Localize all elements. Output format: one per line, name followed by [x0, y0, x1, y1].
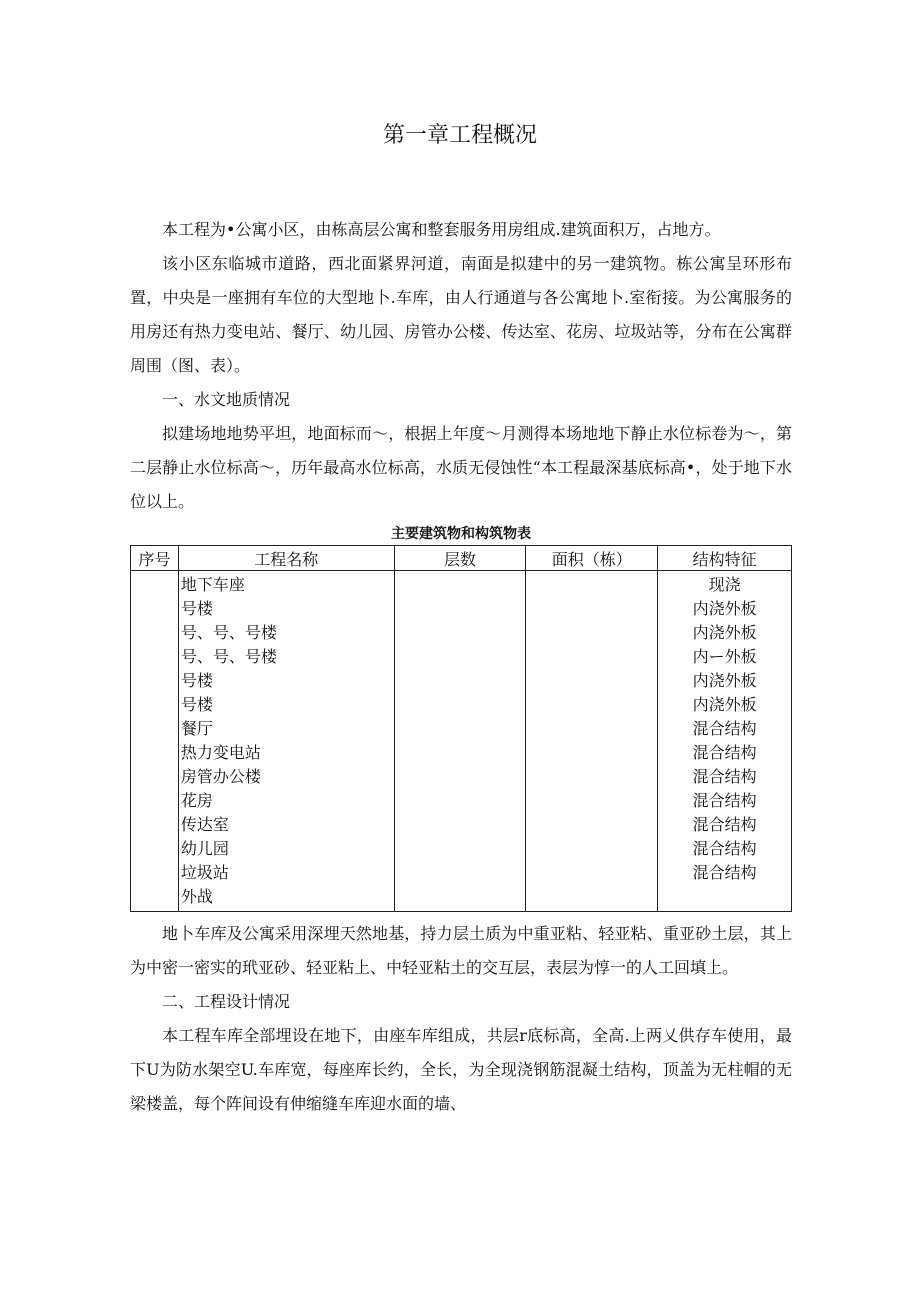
page-title: 第一章工程概况	[382, 123, 537, 148]
structure-line: 混合结构	[692, 743, 757, 762]
structure-line: 内浇外板	[692, 695, 757, 714]
project-name-line: 花房	[180, 791, 213, 810]
structure-line: 混合结构	[692, 839, 757, 858]
structure-line: 混合结构	[692, 767, 757, 786]
header-project-name: 工程名称	[178, 546, 394, 571]
table-header-row	[131, 546, 792, 571]
structure-line	[660, 885, 789, 909]
header-structure: 结构特征	[658, 546, 792, 571]
structure-line: 混合结构	[692, 863, 757, 882]
project-name-line: 外战	[180, 887, 213, 906]
project-name-line: 幼儿园	[180, 839, 229, 858]
project-name-line: 号楼	[180, 695, 213, 714]
project-name-line: 号楼	[180, 671, 213, 690]
project-name-line: 传达室	[180, 815, 229, 834]
design-paragraph: 本工程车库全部埋设在地下，由座车库组成，共层r底标高，全高.上两乂供存车使用，最下U为防水架空U.车库宽，每座库长约，全长，为全现浇钢筋混凝土结构，顶盖为无柱帽的无梁楼盖，每个阵间设有伸缩缝车库迎水面的墙、	[130, 1026, 792, 1113]
area-cell	[526, 571, 658, 912]
header-index: 序号	[131, 546, 179, 571]
index-cell	[131, 571, 179, 912]
project-name-line: 地下车座	[180, 575, 245, 594]
project-name-line: 号楼	[180, 599, 213, 618]
structure-cell	[658, 571, 792, 912]
table-caption: 主要建筑物和构筑物表	[391, 526, 531, 542]
intro-paragraph: 本工程为•公寓小区，由栋高层公寓和整套服务用房组成.建筑面积万，占地方。	[162, 220, 721, 239]
structure-line: 混合结构	[692, 815, 757, 834]
project-name-line: 垃圾站	[180, 863, 229, 882]
project-name-line: 号、号、号楼	[180, 623, 277, 642]
project-name-cell	[178, 571, 394, 912]
header-floors: 层数	[394, 546, 526, 571]
foundation-paragraph: 地卜车库及公寓采用深埋天然地基，持力层土质为中重亚粘、轻亚粘、重亚砂土层，其上为中密一密实的玳亚砂、轻亚粘上、中轻亚粘土的交互层，表层为惇一的人工回填上。	[130, 924, 792, 977]
floors-cell	[394, 571, 526, 912]
header-area: 面积（栋）	[526, 546, 658, 571]
project-name-line: 热力变电站	[180, 743, 261, 762]
project-name-line: 房管办公楼	[180, 767, 261, 786]
project-name-line: 餐厅	[180, 719, 213, 738]
section-heading-design: 二、工程设计情况	[162, 992, 291, 1011]
section-heading-hydrogeology: 一、水文地质情况	[162, 390, 291, 409]
buildings-table	[130, 545, 792, 912]
structure-line: 现浇	[708, 575, 741, 594]
table-row	[131, 571, 792, 912]
structure-line: 内浇外板	[692, 623, 757, 642]
structure-line: 内浇外板	[692, 599, 757, 618]
project-name-line: 号、号、号楼	[180, 647, 277, 666]
location-paragraph: 该小区东临城市道路，西北面紧界河道，南面是拟建中的另一建筑物。栋公寓呈环形布置，中央是一座拥有车位的大型地卜.车库，由人行通道与各公寓地卜.室衔接。为公寓服务的用房还有热力变电站、餐厅、幼儿园、房管办公楼、传达室、花房、垃圾站等，分布在公寓群周围（图、表）。	[130, 254, 792, 375]
structure-line: 混合结构	[692, 791, 757, 810]
structure-line: 内浇外板	[692, 671, 757, 690]
structure-line: 内ー外板	[692, 647, 757, 666]
structure-line: 混合结构	[692, 719, 757, 738]
hydrogeology-paragraph: 拟建场地地势平坦，地面标而～，根据上年度～月测得本场地地下静止水位标卷为～，第二层静止水位标高～，历年最高水位标高，水质无侵蚀性“本工程最深基底标高•，处于地下水位以上。	[130, 424, 792, 511]
